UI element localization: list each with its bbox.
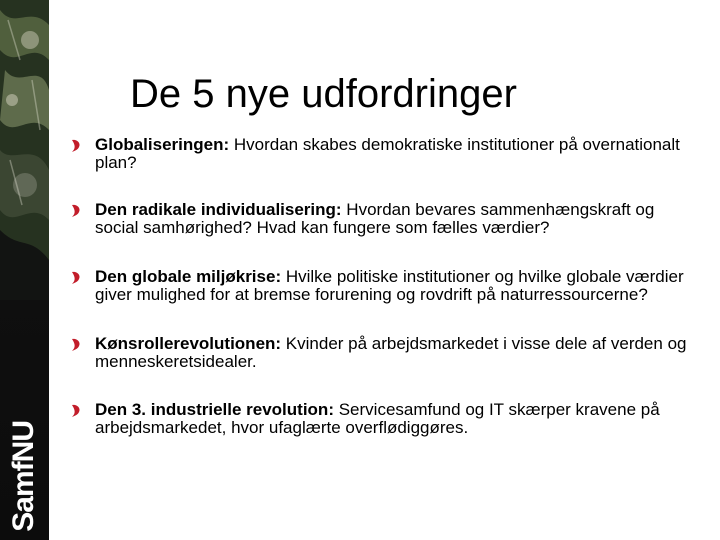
bullet-item <box>68 401 698 437</box>
bullet-marker-icon <box>68 203 84 219</box>
bullet-item <box>68 201 698 237</box>
bullet-marker-icon <box>68 138 84 154</box>
bullet-heading: Den 3. industrielle revolution: <box>95 400 334 419</box>
bullet-text: Hvordan bevares sammenhængskraft og social samhørighed? Hvad kan fungere som fælles værdier? <box>95 200 655 237</box>
slide-title: De 5 nye udfordringer <box>130 72 517 116</box>
decorative-side-strip <box>0 0 49 540</box>
bullet-text: Hvordan skabes demokratiske institutioner på overnationalt plan? <box>95 135 680 172</box>
bullet-text: Kvinder på arbejdsmarkedet i visse dele af verden og menneskeretsidealer. <box>95 334 687 371</box>
collage-image <box>0 0 49 300</box>
bullet-text: Servicesamfund og IT skærper kravene på arbejdsmarkedet, hvor ufaglærte overflødiggøres. <box>95 400 660 437</box>
bullet-item <box>68 335 698 371</box>
brand-logo: SamfNU <box>7 421 40 532</box>
bullet-heading: Den radikale individualisering: <box>95 200 342 219</box>
bullet-item <box>68 136 698 172</box>
bullet-heading: Den globale miljøkrise: <box>95 267 282 286</box>
bullet-text: Hvilke politiske institutioner og hvilke globale værdier giver mulighed for at bremse forurening og rovdrift på naturressourcerne? <box>95 267 684 304</box>
bullet-marker-icon <box>68 337 84 353</box>
bullet-item <box>68 268 698 304</box>
bullet-marker-icon <box>68 403 84 419</box>
bullet-heading: Globaliseringen: <box>95 135 230 154</box>
bullet-list <box>68 136 698 437</box>
bullet-heading: Kønsrollerevolutionen: <box>95 334 282 353</box>
bullet-marker-icon <box>68 270 84 286</box>
